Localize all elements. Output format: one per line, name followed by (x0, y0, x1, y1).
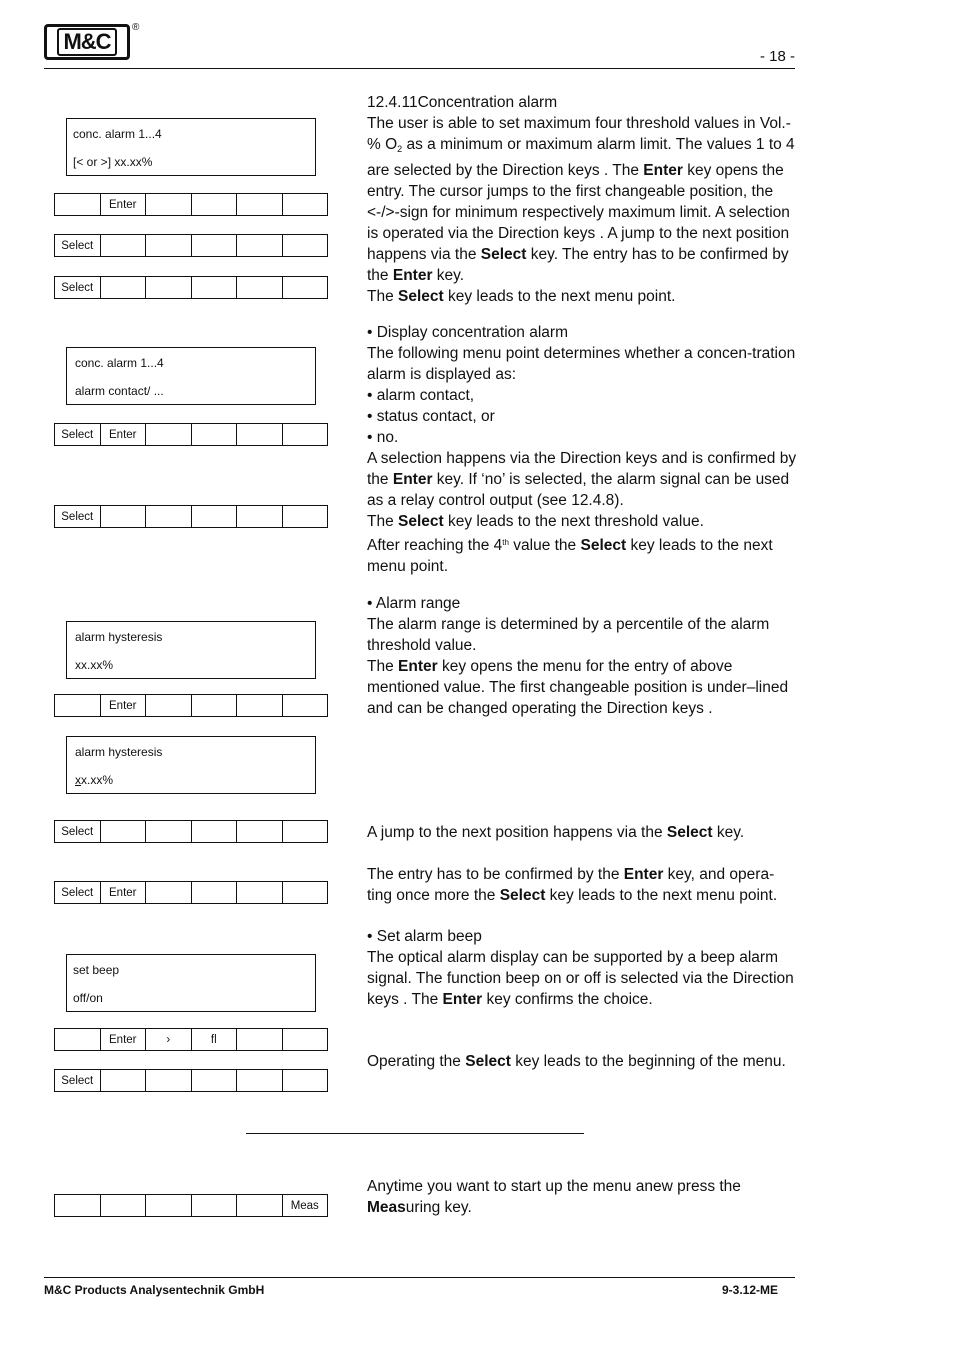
mc-logo (44, 24, 130, 60)
key[interactable] (237, 882, 283, 903)
lcd-line-1: conc. alarm 1...4 (73, 127, 162, 141)
list-item: • status contact, or (367, 408, 495, 425)
key[interactable] (283, 277, 328, 298)
lcd-line-2: xx.xx% (75, 658, 114, 672)
paragraph-restart: Anytime you want to start up the menu anew press the Measuring key. (367, 1178, 741, 1216)
key[interactable] (237, 194, 283, 215)
section-divider (246, 1133, 584, 1134)
keypad (54, 234, 328, 257)
key[interactable] (192, 1195, 238, 1216)
key[interactable]: fl (192, 1029, 238, 1050)
section-alarm-range (367, 593, 797, 719)
section-display-concentration-alarm (367, 322, 797, 577)
key[interactable] (237, 1195, 283, 1216)
section-heading: • Display concentration alarm (367, 324, 568, 341)
keypad (54, 505, 328, 528)
key[interactable]: Select (55, 235, 101, 256)
keypad (54, 193, 328, 216)
paragraph-jump: A jump to the next position happens via the Select key. (367, 824, 745, 841)
paragraph: The optical alarm display can be supported by a beep alarm signal. The function beep on or off is selected via the Direction keys . The Enter key confirms the choice. (367, 949, 794, 1008)
key[interactable] (101, 235, 147, 256)
paragraph: After reaching the 4th value the Select key leads to the next menu point. (367, 537, 773, 575)
key[interactable] (101, 1195, 147, 1216)
lcd-line-2 (75, 773, 113, 787)
list-item: • alarm contact, (367, 387, 475, 404)
key[interactable] (146, 821, 192, 842)
key[interactable] (146, 1195, 192, 1216)
lcd-line-1: set beep (73, 963, 120, 977)
keypad (54, 694, 328, 717)
key[interactable] (55, 194, 101, 215)
key[interactable] (283, 821, 328, 842)
key[interactable] (237, 424, 283, 445)
key[interactable] (101, 277, 147, 298)
section-heading: • Set alarm beep (367, 928, 482, 945)
key[interactable] (146, 424, 192, 445)
section-concentration-alarm (367, 92, 797, 307)
key[interactable] (55, 695, 101, 716)
key[interactable] (146, 277, 192, 298)
key[interactable] (237, 235, 283, 256)
key[interactable] (237, 821, 283, 842)
paragraph-confirm: The entry has to be confirmed by the Enter key, and opera-ting once more the Select key leads to the next menu point. (367, 866, 778, 904)
logo-text: M&C (57, 28, 116, 56)
key[interactable]: Enter (101, 194, 147, 215)
lcd-line-2-rest: x.xx% (81, 773, 114, 787)
keypad (54, 881, 328, 904)
section-set-alarm-beep (367, 926, 797, 1010)
lcd-display (66, 621, 316, 679)
lcd-display (66, 118, 316, 176)
key[interactable]: › (146, 1029, 192, 1050)
key[interactable] (237, 506, 283, 527)
key[interactable] (192, 194, 238, 215)
key[interactable] (237, 1070, 283, 1091)
keypad (54, 276, 328, 299)
key[interactable] (192, 235, 238, 256)
lcd-line-1: alarm hysteresis (75, 630, 163, 644)
paragraph: The alarm range is determined by a percentile of the alarm threshold value. (367, 616, 770, 654)
paragraph: The Select key leads to the next threshold value. (367, 513, 704, 530)
key[interactable] (192, 506, 238, 527)
key[interactable] (283, 235, 328, 256)
key[interactable] (146, 194, 192, 215)
key[interactable] (237, 695, 283, 716)
list-item: • no. (367, 429, 399, 446)
key[interactable] (55, 1195, 101, 1216)
key[interactable] (283, 695, 328, 716)
lcd-display (66, 954, 316, 1012)
key[interactable] (283, 424, 328, 445)
key[interactable]: Select (55, 1070, 101, 1091)
key[interactable] (146, 882, 192, 903)
key[interactable] (192, 882, 238, 903)
key[interactable]: Meas (290, 1199, 319, 1212)
lcd-line-1: conc. alarm 1...4 (75, 356, 164, 370)
lcd-line-2: alarm contact/ ... (75, 384, 164, 398)
footer-rule (44, 1277, 795, 1278)
keypad (54, 423, 328, 446)
key[interactable] (192, 1070, 238, 1091)
paragraph: The Select key leads to the next menu point. (367, 288, 676, 305)
key[interactable]: Select (55, 277, 101, 298)
key[interactable]: Enter (101, 695, 147, 716)
key[interactable] (146, 235, 192, 256)
key[interactable]: Enter (101, 882, 147, 903)
page-number: - 18 - (760, 48, 796, 65)
key[interactable] (283, 1029, 328, 1050)
cursor-char: x (75, 773, 81, 787)
footer-company: M&C Products Analysentechnik GmbH (44, 1283, 265, 1297)
key[interactable] (283, 1070, 328, 1091)
key[interactable] (192, 821, 238, 842)
key[interactable] (101, 821, 147, 842)
paragraph-beginning: Operating the Select key leads to the beginning of the menu. (367, 1053, 786, 1070)
key[interactable] (283, 194, 328, 215)
key[interactable] (146, 506, 192, 527)
keypad (54, 820, 328, 843)
key[interactable] (101, 506, 147, 527)
key[interactable] (237, 277, 283, 298)
section-heading: • Alarm range (367, 595, 461, 612)
lcd-display (66, 736, 316, 794)
key[interactable]: Enter (101, 424, 147, 445)
key[interactable] (237, 1029, 283, 1050)
key[interactable] (192, 695, 238, 716)
key[interactable] (283, 882, 328, 903)
section-heading: 12.4.11Concentration alarm (367, 94, 558, 111)
lcd-line-1: alarm hysteresis (75, 745, 163, 759)
key[interactable] (101, 1070, 147, 1091)
lcd-display (66, 347, 316, 405)
footer-doc-id: 9-3.12-ME (722, 1283, 779, 1297)
key[interactable]: Enter (101, 1029, 147, 1050)
keypad (54, 1028, 328, 1051)
registered-mark: ® (132, 22, 140, 33)
paragraph: A selection happens via the Direction keys and is confirmed by the Enter key. If ‘no’ is selected, the alarm signal can be used as a relay control output (see 12.4.8). (367, 450, 797, 509)
key[interactable] (192, 277, 238, 298)
key[interactable]: Select (55, 821, 101, 842)
keypad (54, 1194, 328, 1217)
key[interactable]: Select (55, 506, 101, 527)
key[interactable]: Select (55, 882, 101, 903)
paragraph: The user is able to set maximum four threshold values in Vol.-% $O_2$ as a minimum or maximum alarm limit. The values 1 to 4 are selected by the Direction keys . The Enter key opens the entry. The cursor jumps to the first changeable position, the <-/>-sign for minimum respectively maximum limit. A selection is operated via the Direction keys . A jump to the next position happens via the Select key. The entry has to be confirmed by the Enter key. (367, 115, 795, 284)
paragraph: The following menu point determines whether a concen-tration alarm is displayed as: (367, 345, 796, 383)
key[interactable]: Select (55, 424, 101, 445)
key[interactable] (283, 506, 328, 527)
key[interactable] (146, 1070, 192, 1091)
lcd-line-2: [< or >] xx.xx% (73, 155, 153, 169)
lcd-line-2: off/on (73, 991, 103, 1005)
key[interactable] (146, 695, 192, 716)
key[interactable] (192, 424, 238, 445)
header-rule (44, 68, 795, 69)
keypad (54, 1069, 328, 1092)
key[interactable] (55, 1029, 101, 1050)
paragraph: The Enter key opens the menu for the entry of above mentioned value. The first changeable position is under–lined and can be changed operating the Direction keys . (367, 658, 789, 717)
